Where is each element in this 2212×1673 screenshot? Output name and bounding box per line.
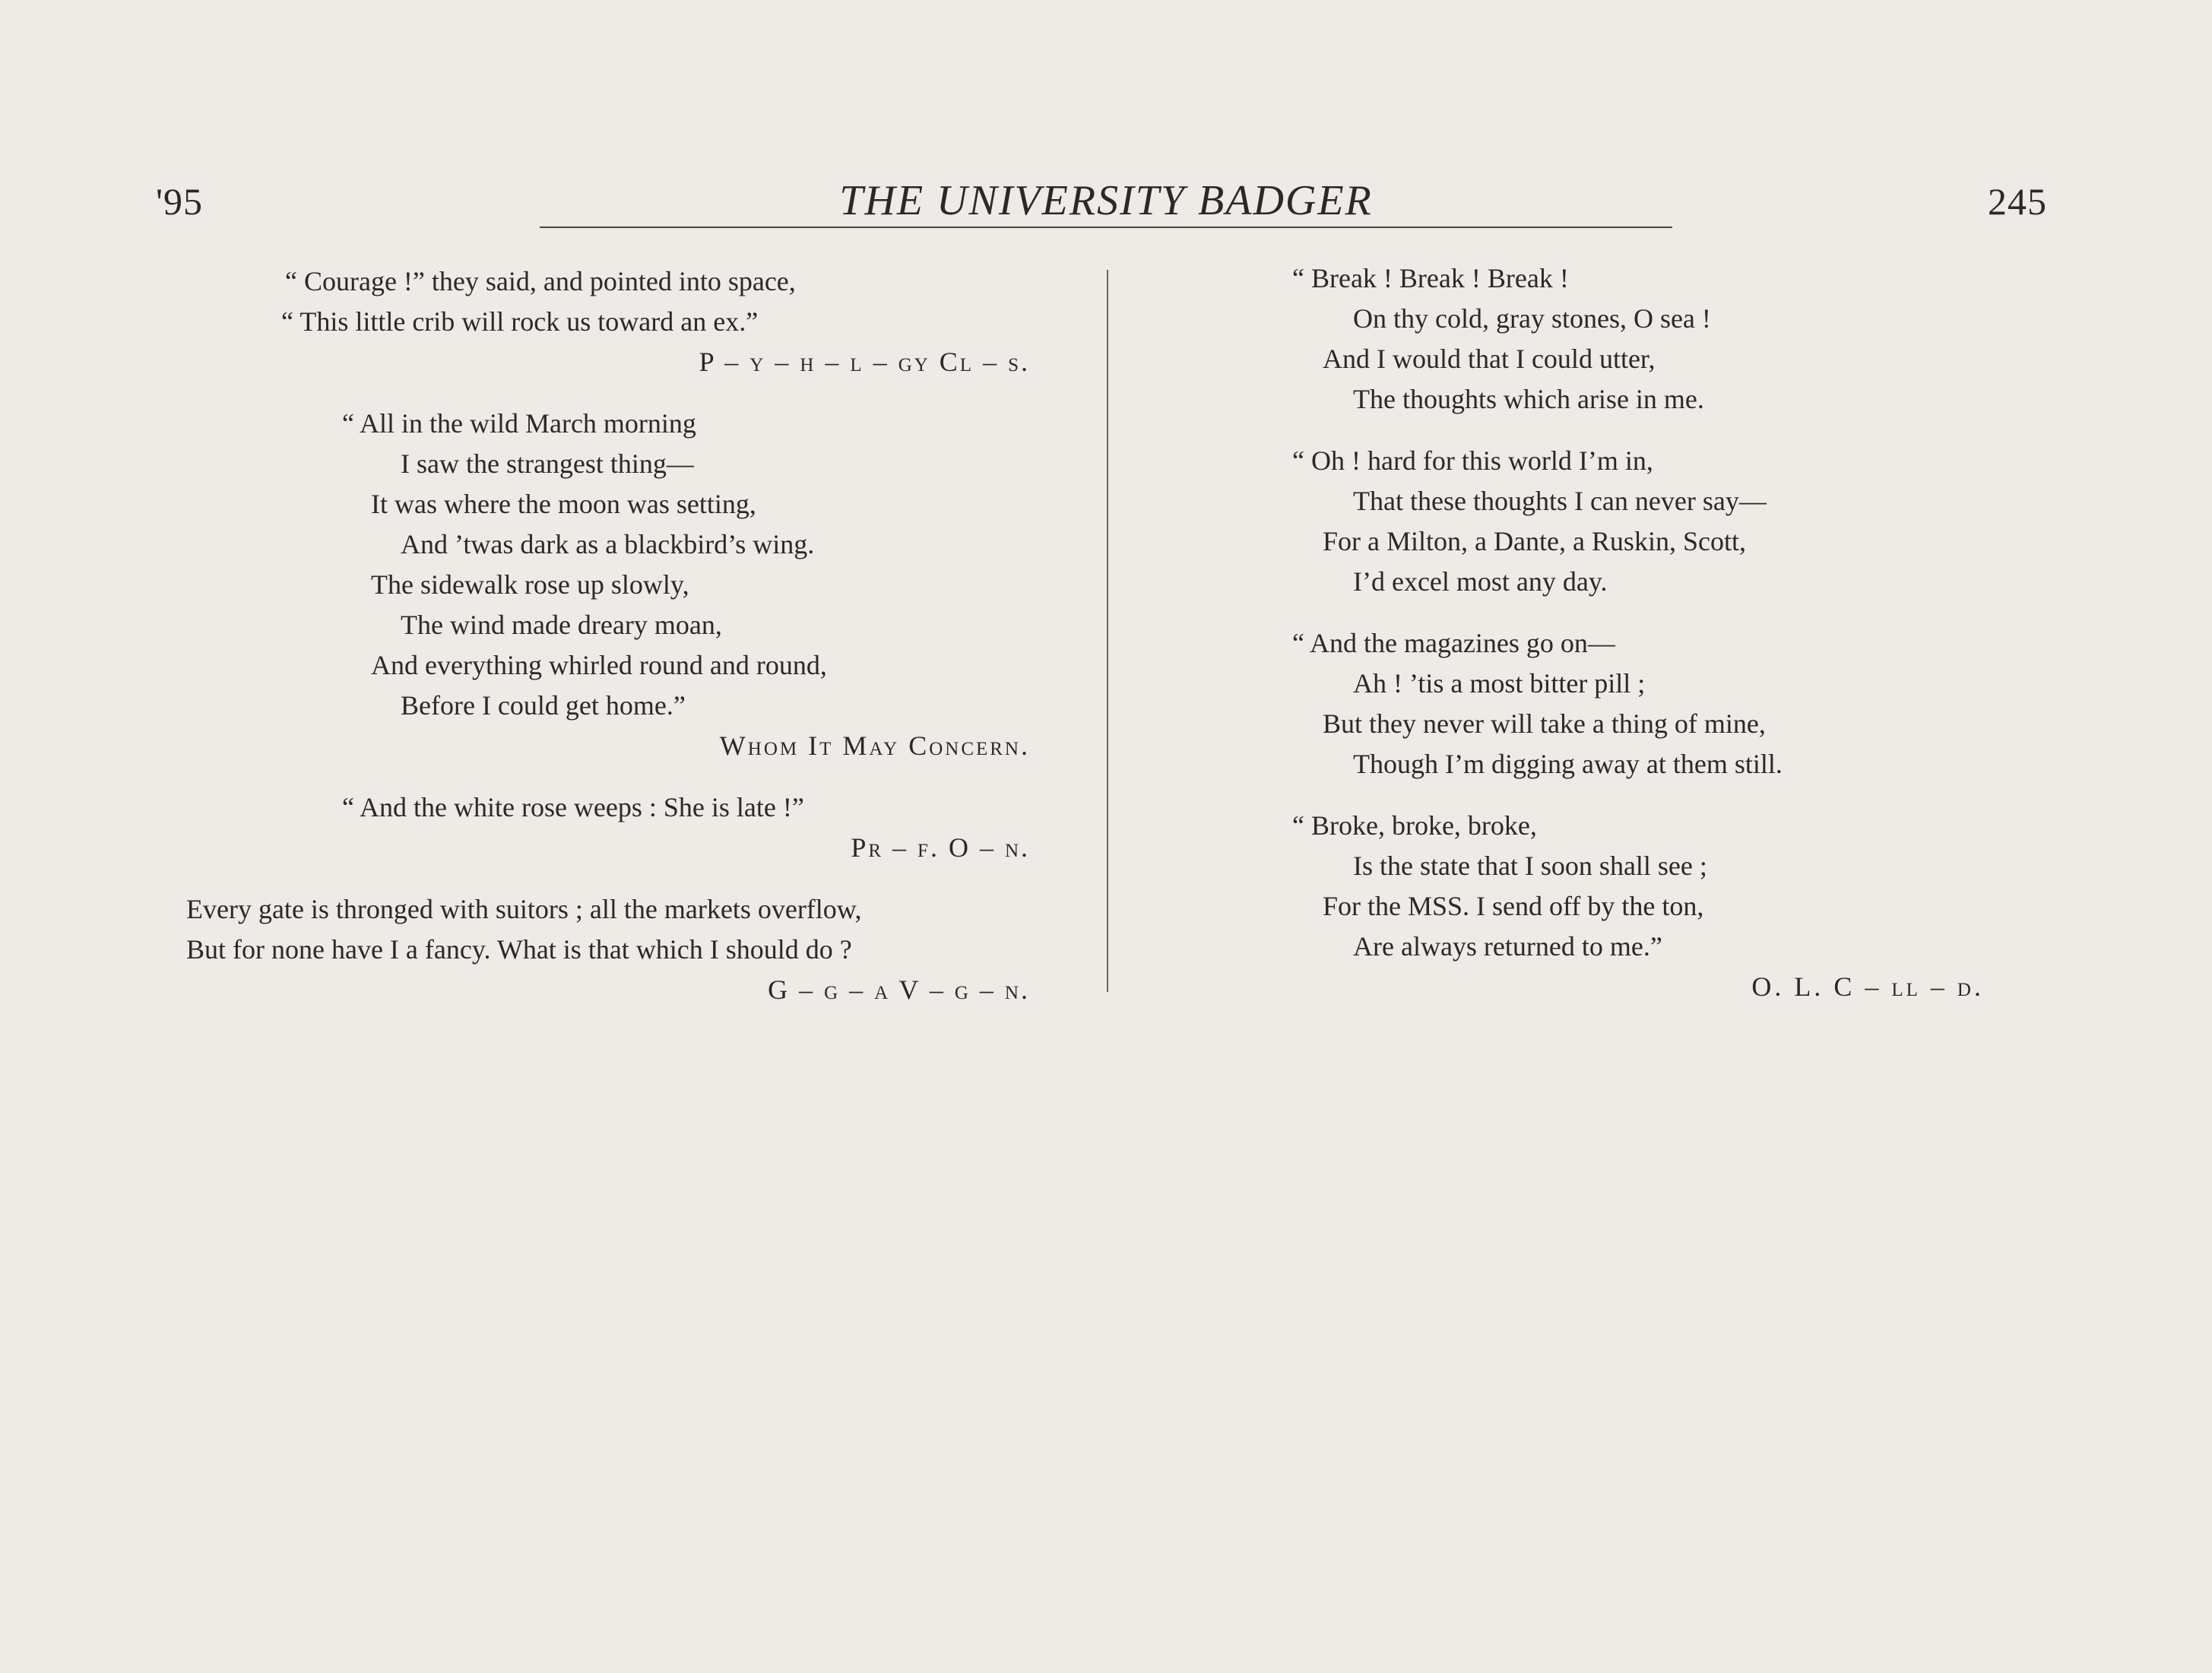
right-column <box>1292 258 2052 1007</box>
verse-line: “ And the white rose weeps : She is late !” <box>342 792 804 822</box>
verse-line: “ Oh ! hard for this world I’m in, <box>1292 445 1653 476</box>
verse-line: That these thoughts I can never say— <box>1353 486 1767 516</box>
verse-line: For a Milton, a Dante, a Ruskin, Scott, <box>1323 526 1746 556</box>
verse-block <box>1292 623 2052 784</box>
verse-line: “ All in the wild March morning <box>342 408 696 439</box>
folio-left: '95 <box>156 180 204 223</box>
verse-block <box>1292 806 2052 1007</box>
attribution: Whom It May Concern. <box>719 730 1030 761</box>
left-column <box>186 261 1030 1010</box>
verse-line: And everything whirled round and round, <box>371 650 827 680</box>
verse-line: “ Break ! Break ! Break ! <box>1292 263 1569 293</box>
column-divider <box>1107 270 1108 992</box>
attribution: G – g – a V – g – n. <box>768 974 1030 1005</box>
verse-block <box>186 404 1030 766</box>
verse-line: On thy cold, gray stones, O sea ! <box>1353 303 1711 334</box>
attribution: Pr – f. O – n. <box>851 832 1030 863</box>
verse-block <box>1292 258 2052 420</box>
verse-line: And ’twas dark as a blackbird’s wing. <box>401 529 815 559</box>
attribution: P – y – h – l – gy Cl – s. <box>699 347 1030 377</box>
verse-block <box>186 261 1030 382</box>
verse-block <box>186 787 1030 868</box>
verse-line: But for none have I a fancy. What is that which I should do ? <box>186 934 852 965</box>
running-head <box>0 173 2212 227</box>
verse-line: I’d excel most any day. <box>1353 566 1608 597</box>
verse-line: The sidewalk rose up slowly, <box>371 569 689 600</box>
verse-line: Are always returned to me.” <box>1353 931 1662 962</box>
verse-line: Is the state that I soon shall see ; <box>1353 851 1707 881</box>
verse-block <box>186 889 1030 1010</box>
verse-block <box>1292 441 2052 602</box>
verse-line: “ This little crib will rock us toward an ex.” <box>281 306 759 337</box>
page-number: 245 <box>1988 180 2047 223</box>
verse-line: “ Broke, broke, broke, <box>1292 810 1537 841</box>
verse-line: The wind made dreary moan, <box>401 610 722 640</box>
verse-line: I saw the strangest thing— <box>401 448 694 479</box>
verse-line: Ah ! ’tis a most bitter pill ; <box>1353 668 1646 699</box>
verse-line: Every gate is thronged with suitors ; all the markets overflow, <box>186 894 862 924</box>
verse-line: Before I could get home.” <box>401 690 686 721</box>
running-title: THE UNIVERSITY BADGER <box>839 177 1373 224</box>
verse-line: Though I’m digging away at them still. <box>1353 749 1783 779</box>
verse-line: For the MSS. I send off by the ton, <box>1323 891 1704 921</box>
verse-line: It was where the moon was setting, <box>371 489 756 519</box>
verse-line: “ Courage !” they said, and pointed into space, <box>285 266 796 296</box>
attribution: O. L. C – ll – d. <box>1751 971 1984 1002</box>
verse-line: The thoughts which arise in me. <box>1353 384 1704 414</box>
verse-line: “ And the magazines go on— <box>1292 628 1615 658</box>
verse-line: But they never will take a thing of mine, <box>1323 708 1766 739</box>
verse-line: And I would that I could utter, <box>1323 344 1656 374</box>
header-rule <box>540 227 1672 228</box>
